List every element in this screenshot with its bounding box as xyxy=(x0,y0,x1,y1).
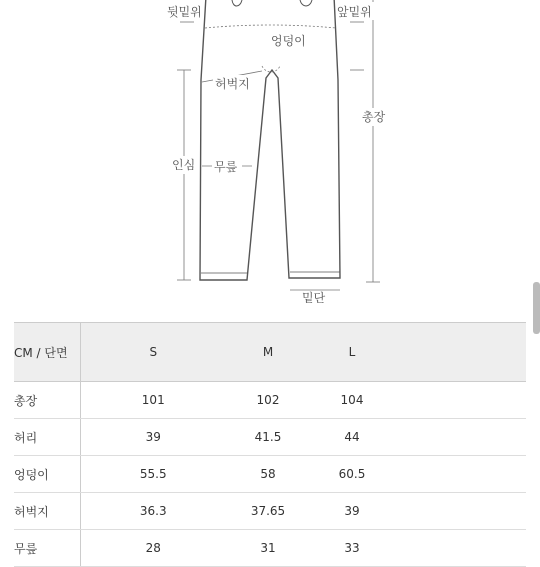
cell-value: 104 xyxy=(310,382,394,419)
label-hem: 밑단 xyxy=(302,291,326,305)
row-label: 허벅지 xyxy=(14,493,80,530)
cell-value: 60.5 xyxy=(310,456,394,493)
label-knee: 무릎 xyxy=(214,160,238,174)
cell-value: 41.5 xyxy=(226,419,310,456)
inseam-guide xyxy=(177,70,191,280)
cell-empty xyxy=(394,382,526,419)
cell-value: 36.3 xyxy=(80,493,226,530)
table-row xyxy=(14,419,526,456)
table-row xyxy=(14,530,526,567)
label-total-length: 총장 xyxy=(362,110,386,124)
cell-value: 39 xyxy=(310,493,394,530)
label-thigh: 허벅지 xyxy=(215,77,250,91)
size-column-m: M xyxy=(226,323,310,382)
label-front-rise: 앞밑위 xyxy=(337,5,372,19)
cell-value: 102 xyxy=(226,382,310,419)
cell-value: 31 xyxy=(226,530,310,567)
table-row xyxy=(14,493,526,530)
table-row xyxy=(14,456,526,493)
size-column-l: L xyxy=(310,323,394,382)
cell-empty xyxy=(394,493,526,530)
cell-empty xyxy=(394,419,526,456)
cell-value: 55.5 xyxy=(80,456,226,493)
row-label: 총장 xyxy=(14,382,80,419)
size-table-header-label: CM / 단면 xyxy=(14,323,80,382)
size-column-empty xyxy=(394,323,526,382)
cell-value: 28 xyxy=(80,530,226,567)
cell-value: 37.65 xyxy=(226,493,310,530)
label-inseam: 인심 xyxy=(172,158,196,172)
size-table xyxy=(14,322,526,567)
cell-value: 33 xyxy=(310,530,394,567)
label-hip: 엉덩이 xyxy=(271,34,306,48)
cell-value: 58 xyxy=(226,456,310,493)
cell-value: 39 xyxy=(80,419,226,456)
size-column-s: S xyxy=(80,323,226,382)
hip-guide xyxy=(205,25,336,28)
cell-empty xyxy=(394,530,526,567)
cell-empty xyxy=(394,456,526,493)
row-label: 무릎 xyxy=(14,530,80,567)
scrollbar-thumb[interactable] xyxy=(533,282,540,334)
cell-value: 44 xyxy=(310,419,394,456)
cell-value: 101 xyxy=(80,382,226,419)
row-label: 엉덩이 xyxy=(14,456,80,493)
row-label: 허리 xyxy=(14,419,80,456)
table-row xyxy=(14,382,526,419)
total-length-guide xyxy=(366,0,380,282)
size-table-header-row xyxy=(14,323,526,382)
label-back-rise: 뒷밑위 xyxy=(167,5,202,19)
